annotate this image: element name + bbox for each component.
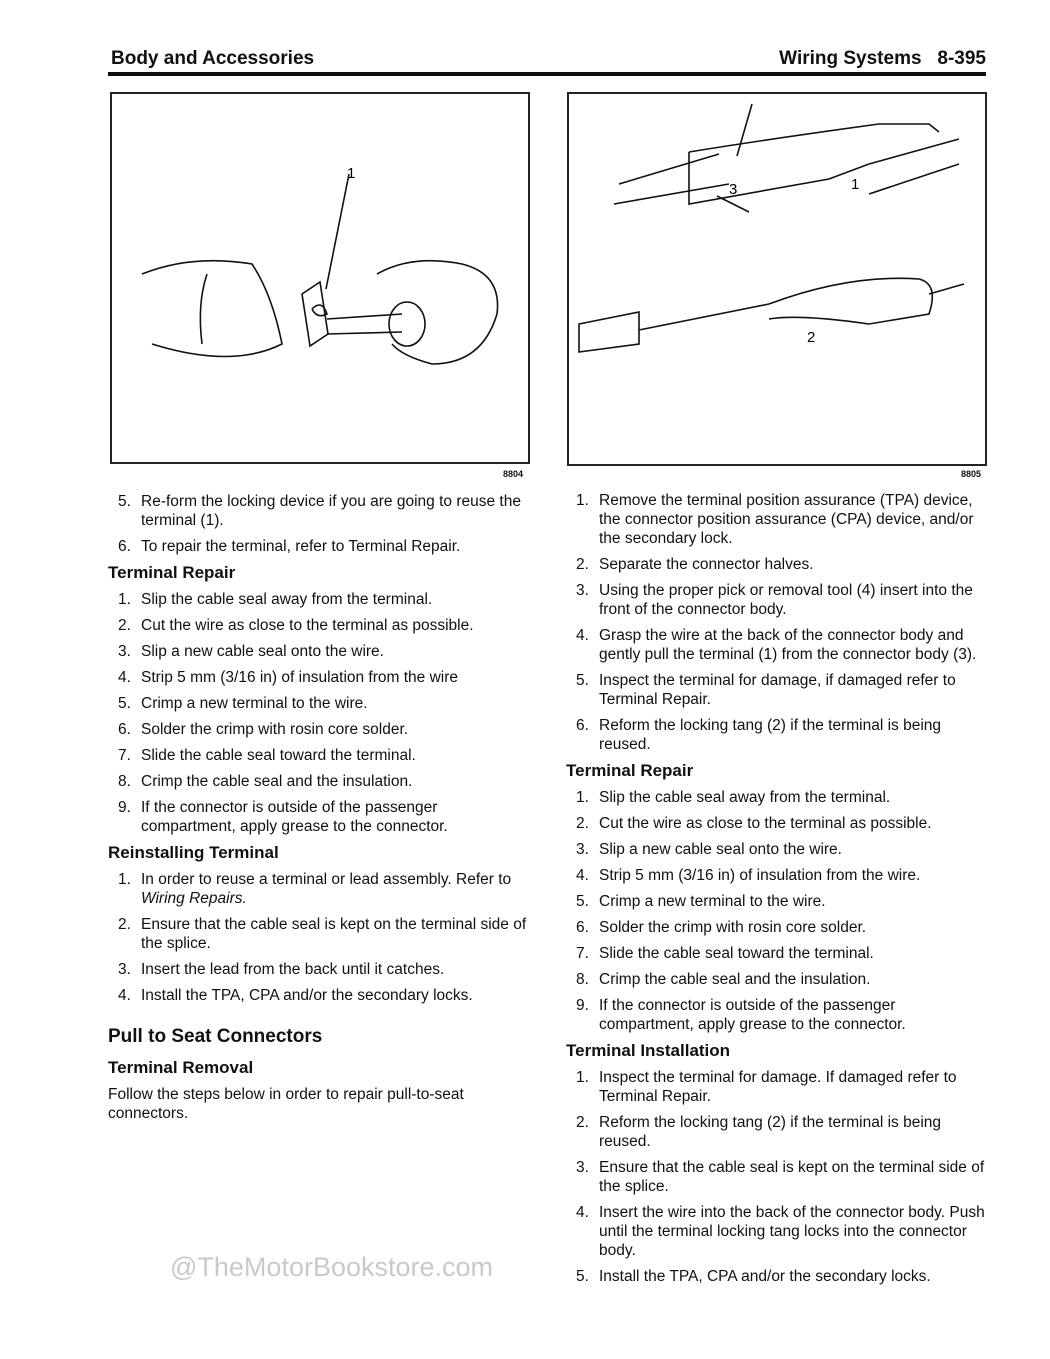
list-item	[566, 1113, 986, 1151]
step-number: 4 .	[576, 866, 589, 885]
step-number: 6 .	[576, 918, 589, 937]
list-item	[566, 1267, 986, 1286]
list-item	[108, 642, 528, 661]
list-item	[566, 918, 986, 937]
list-item	[566, 866, 986, 885]
step-text: Re-form the locking device if you are going to reuse the terminal (1).	[141, 493, 521, 529]
list-item	[108, 772, 528, 791]
list-item	[566, 671, 986, 709]
step-text: Crimp a new terminal to the wire.	[599, 893, 826, 910]
step-text: Inspect the terminal for damage. If damaged refer to Terminal Repair.	[599, 1069, 957, 1105]
step-text: Slide the cable seal toward the terminal.	[141, 747, 416, 764]
step-number: 7 .	[118, 746, 131, 765]
section-title: Pull to Seat Connectors	[108, 1026, 323, 1047]
removal-steps	[566, 491, 986, 754]
step-text: Strip 5 mm (3/16 in) of insulation from the wire	[141, 669, 459, 686]
step-text: If the connector is outside of the passenger compartment, apply grease to the connector.	[141, 799, 448, 835]
list-item	[108, 870, 528, 908]
step-text: Insert the lead from the back until it catches.	[141, 961, 445, 978]
list-item	[108, 915, 528, 953]
step-number: 3 .	[118, 642, 131, 661]
list-item	[108, 668, 528, 687]
section-heading: Reinstalling Terminal	[108, 843, 279, 862]
step-number: 2 .	[576, 555, 589, 574]
step-text: If the connector is outside of the passenger compartment, apply grease to the connector.	[599, 997, 906, 1033]
list-item	[108, 720, 528, 739]
step-number: 1 .	[576, 491, 589, 510]
header-rule	[108, 72, 986, 76]
list-item	[566, 996, 986, 1034]
section-heading: Terminal Repair	[566, 761, 694, 780]
step-text: Slip a new cable seal onto the wire.	[599, 841, 842, 858]
header-right	[779, 48, 986, 70]
step-text: Strip 5 mm (3/16 in) of insulation from the wire.	[599, 867, 921, 884]
list-item	[566, 555, 986, 574]
step-number: 1 .	[576, 788, 589, 807]
list-item	[108, 537, 528, 556]
step-text: Crimp a new terminal to the wire.	[141, 695, 368, 712]
step-number: 5 .	[576, 1267, 589, 1286]
step-number: 2 .	[576, 1113, 589, 1132]
list-item	[566, 814, 986, 833]
step-text: Slide the cable seal toward the terminal.	[599, 945, 874, 962]
reference-link: Wiring Repairs.	[141, 890, 247, 907]
list-item	[108, 960, 528, 979]
paragraph: Follow the steps below in order to repair pull-to-seat connectors.	[108, 1086, 464, 1122]
list-item	[566, 1068, 986, 1106]
step-number: 2 .	[118, 616, 131, 635]
step-number: 7 .	[576, 944, 589, 963]
list-item	[566, 716, 986, 754]
step-number: 5 .	[576, 892, 589, 911]
step-number: 1 .	[118, 870, 131, 889]
step-number: 6 .	[576, 716, 589, 735]
step-number: 9 .	[118, 798, 131, 817]
terminal-illustration	[112, 94, 528, 462]
section-heading: Terminal Installation	[566, 1041, 731, 1060]
step-text: Slip the cable seal away from the terminal.	[141, 591, 433, 608]
step-number: 3 .	[576, 581, 589, 600]
step-number: 4 .	[576, 626, 589, 645]
section-heading: Terminal Repair	[108, 563, 236, 582]
install-steps	[566, 1068, 986, 1286]
step-text: Using the proper pick or removal tool (4) insert into the front of the connector body.	[599, 582, 973, 618]
header-chapter: Body and Accessories	[111, 48, 315, 69]
step-text: Insert the wire into the back of the connector body. Push until the terminal locking tang locks into the connector body.	[599, 1204, 985, 1259]
step-text: Install the TPA, CPA and/or the secondary locks.	[141, 987, 473, 1004]
reinstall-steps	[108, 870, 528, 908]
step-text: Grasp the wire at the back of the connector body and gently pull the terminal (1) from the connector body (3).	[599, 627, 977, 663]
list-item	[566, 1203, 986, 1260]
right-column	[566, 491, 986, 1293]
callout-1: 1	[347, 165, 356, 182]
step-text: Cut the wire as close to the terminal as possible.	[141, 617, 474, 634]
figure-8804	[110, 92, 530, 464]
list-item	[108, 616, 528, 635]
list-item	[566, 944, 986, 963]
step-number: 4 .	[118, 668, 131, 687]
step-text: In order to reuse a terminal or lead assembly. Refer to	[141, 871, 512, 888]
list-item	[566, 491, 986, 548]
list-item	[108, 986, 528, 1005]
step-text: Solder the crimp with rosin core solder.	[141, 721, 409, 738]
repair-steps	[566, 788, 986, 1034]
step-text: To repair the terminal, refer to Terminal Repair.	[141, 538, 461, 555]
figure-number: 8804	[503, 469, 524, 479]
step-number: 6 .	[118, 537, 131, 556]
step-number: 3 .	[118, 960, 131, 979]
callout-1: 1	[851, 176, 860, 193]
list-item	[566, 892, 986, 911]
list-item	[566, 1158, 986, 1196]
step-number: 5 .	[118, 694, 131, 713]
step-number: 8 .	[576, 970, 589, 989]
header-section: Wiring Systems	[779, 48, 922, 69]
step-number: 8 .	[118, 772, 131, 791]
step-number: 4 .	[576, 1203, 589, 1222]
callout-3: 3	[729, 181, 738, 198]
step-text: Remove the terminal position assurance (TPA) device, the connector position assurance (CPA) device, and/or the secondary lock.	[599, 492, 974, 547]
step-number: 3 .	[576, 1158, 589, 1177]
list-item	[108, 798, 528, 836]
step-text: Ensure that the cable seal is kept on the terminal side of the splice.	[141, 916, 527, 952]
step-text: Slip the cable seal away from the terminal.	[599, 789, 891, 806]
list-item	[566, 788, 986, 807]
list-item	[108, 746, 528, 765]
figure-8805	[567, 92, 987, 466]
left-column	[108, 492, 528, 1123]
list-item	[566, 626, 986, 664]
figure-number: 8805	[961, 469, 982, 479]
reinstall-steps-continued	[108, 915, 528, 1005]
watermark: @TheMotorBookstore.com	[170, 1252, 494, 1282]
step-number: 6 .	[118, 720, 131, 739]
step-text: Reform the locking tang (2) if the terminal is being reused.	[599, 717, 942, 753]
step-text: Slip a new cable seal onto the wire.	[141, 643, 384, 660]
step-text: Cut the wire as close to the terminal as possible.	[599, 815, 932, 832]
list-item	[108, 492, 528, 530]
step-number: 5 .	[118, 492, 131, 511]
step-text: Install the TPA, CPA and/or the secondary locks.	[599, 1268, 931, 1285]
connector-illustration	[569, 94, 985, 464]
list-item	[566, 581, 986, 619]
step-number: 4 .	[118, 986, 131, 1005]
list-item	[108, 590, 528, 609]
step-text: Inspect the terminal for damage, if damaged refer to Terminal Repair.	[599, 672, 956, 708]
step-text: Reform the locking tang (2) if the terminal is being reused.	[599, 1114, 942, 1150]
step-number: 5 .	[576, 671, 589, 690]
callout-2: 2	[807, 329, 816, 346]
step-number: 1 .	[118, 590, 131, 609]
list-item	[108, 694, 528, 713]
step-text: Separate the connector halves.	[599, 556, 814, 573]
step-text: Crimp the cable seal and the insulation.	[141, 773, 413, 790]
intro-steps	[108, 492, 528, 556]
list-item	[566, 840, 986, 859]
list-item	[566, 970, 986, 989]
section-heading: Terminal Removal	[108, 1058, 254, 1077]
step-text: Crimp the cable seal and the insulation.	[599, 971, 871, 988]
step-number: 3 .	[576, 840, 589, 859]
page-number: 8-395	[937, 48, 986, 69]
step-text: Solder the crimp with rosin core solder.	[599, 919, 867, 936]
step-number: 2 .	[118, 915, 131, 934]
step-number: 1 .	[576, 1068, 589, 1087]
step-number: 2 .	[576, 814, 589, 833]
step-number: 9 .	[576, 996, 589, 1015]
step-text: Ensure that the cable seal is kept on the terminal side of the splice.	[599, 1159, 985, 1195]
repair-steps	[108, 590, 528, 836]
